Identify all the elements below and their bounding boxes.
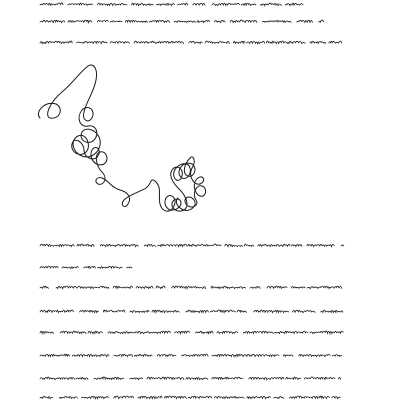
handwriting-stroke	[40, 3, 303, 6]
handwriting-stroke	[40, 377, 341, 380]
handwriting-stroke	[40, 396, 340, 399]
text-line-bottom-4	[40, 310, 343, 313]
handwriting-stroke	[40, 354, 342, 356]
handwriting-stroke	[40, 20, 324, 23]
text-line-bottom-8	[40, 396, 340, 399]
handwriting-stroke	[40, 266, 132, 268]
text-line-bottom-7	[40, 377, 341, 380]
text-line-bottom-3	[40, 286, 342, 289]
text-line-bottom-1	[40, 244, 344, 247]
scribble-figure	[38, 65, 205, 211]
text-line-top-1	[40, 3, 303, 6]
handwriting-stroke	[40, 286, 342, 289]
text-line-top-2	[40, 20, 324, 23]
text-line-bottom-6	[40, 354, 342, 356]
scribble-curve	[38, 65, 205, 211]
handwritten-text-bottom	[40, 244, 344, 399]
handwriting-stroke	[40, 310, 343, 313]
text-line-bottom-5	[40, 331, 343, 334]
handwritten-text-top	[40, 3, 342, 44]
handwriting-stroke	[40, 244, 344, 247]
text-line-top-3	[40, 41, 342, 44]
handwriting-stroke	[40, 41, 342, 44]
text-line-bottom-2	[40, 266, 132, 268]
handwriting-stroke	[40, 331, 343, 334]
